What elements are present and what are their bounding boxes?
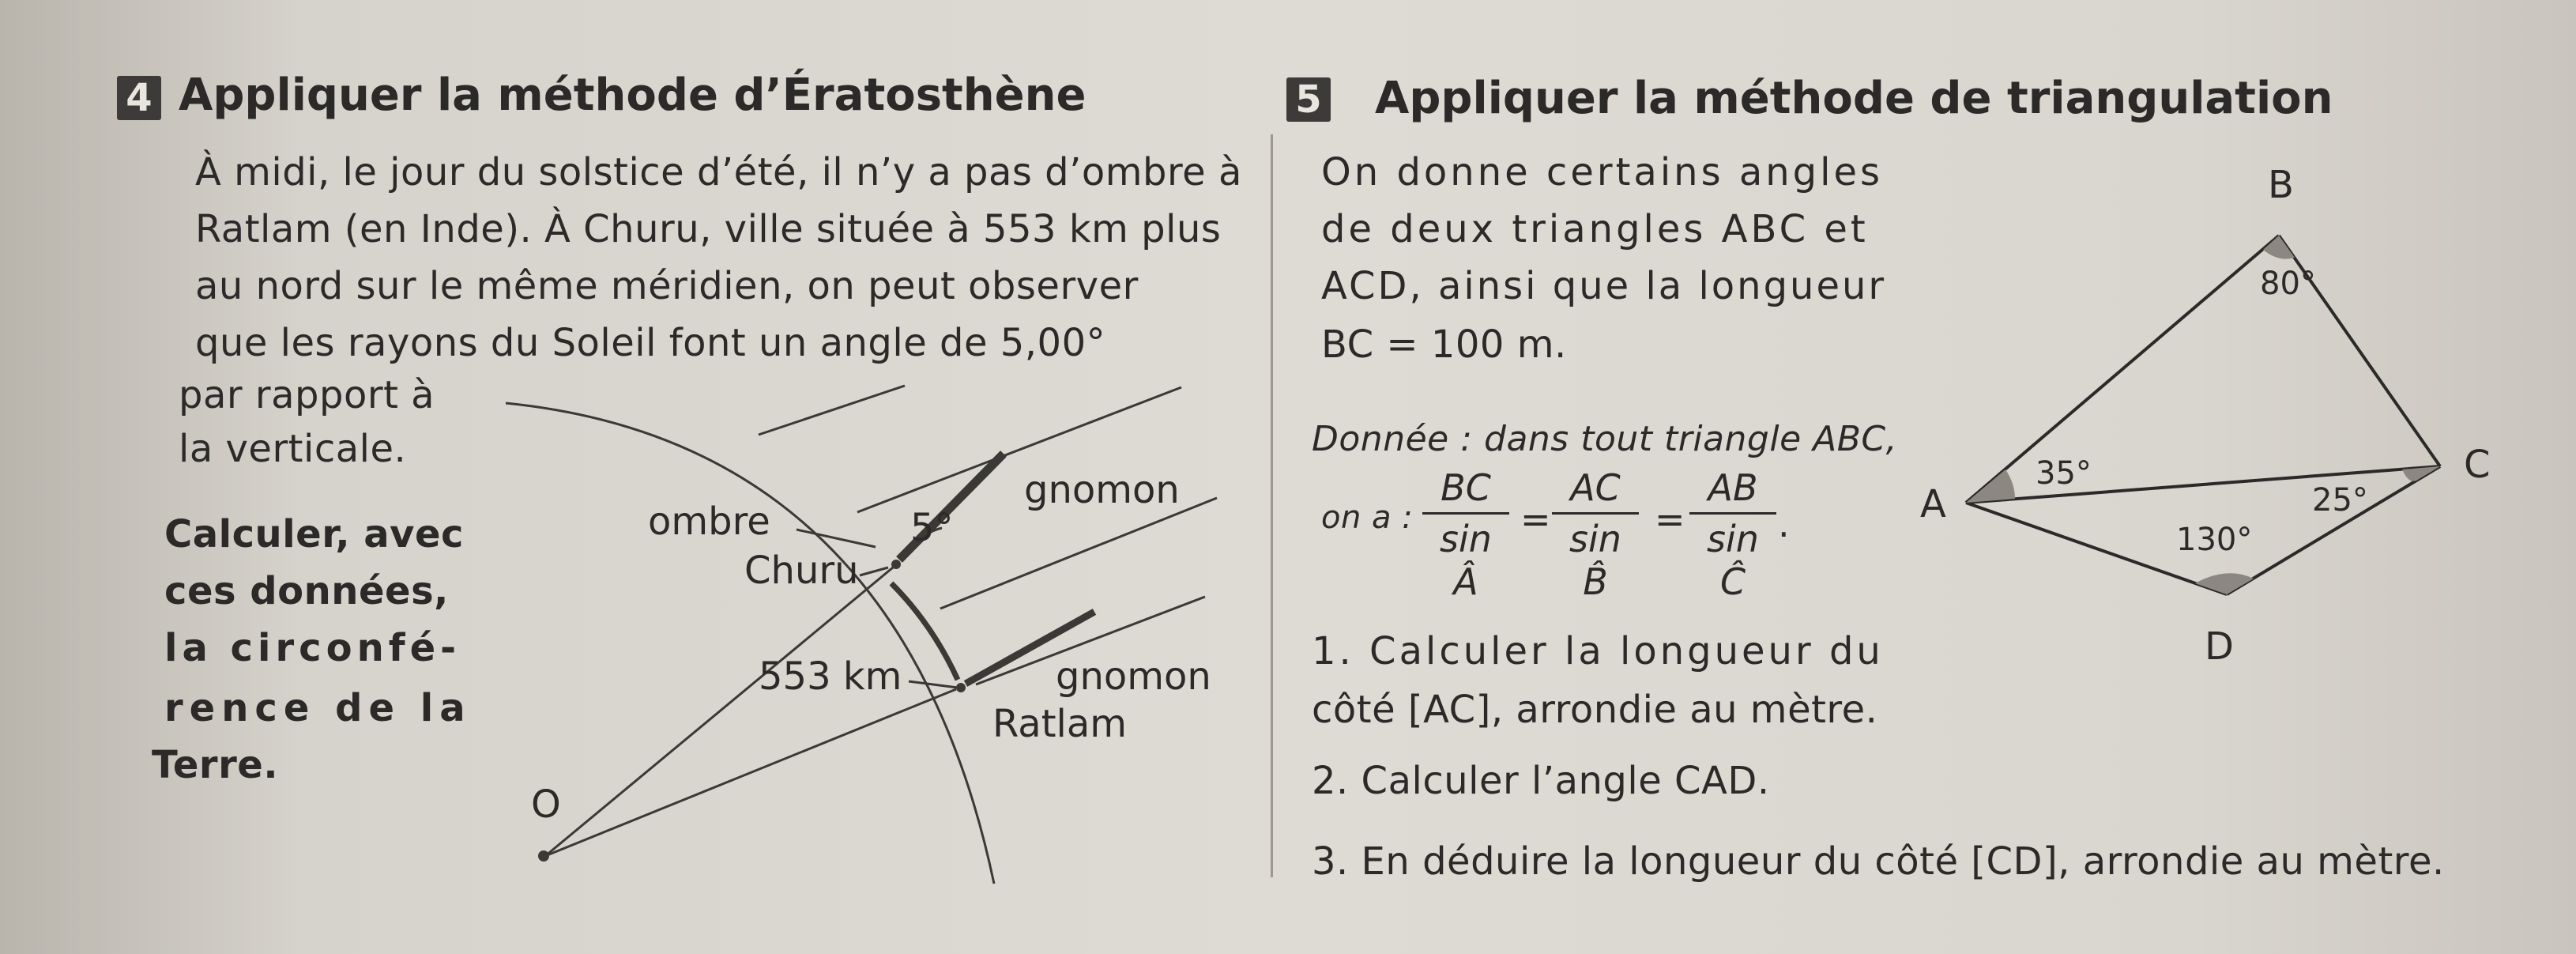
fraction-1-numerator: BC (1441, 466, 1491, 509)
fraction-3-denominator: sin Ĉ (1707, 518, 1759, 603)
exercise-5-title: Appliquer la méthode de triangulation (1375, 73, 2333, 124)
vertex-a-label: A (1920, 482, 1946, 526)
ex4-text-line-5: par rapport à (179, 373, 435, 417)
label-center-o: O (531, 782, 561, 827)
segment-ab (1966, 236, 2279, 503)
ex4-text-line-6: la verticale. (179, 427, 407, 471)
ex4-text-line-1: À midi, le jour du solstice d’été, il n’y a pas d’ombre à (195, 150, 1242, 194)
angle-b-marker (2263, 236, 2295, 259)
formula-end-period: . (1778, 503, 1790, 545)
angle-a-marker (1966, 469, 2015, 503)
ex5-q1-line-2: côté [AC], arrondie au mètre. (1312, 688, 1878, 732)
fraction-3-numerator: AB (1708, 466, 1758, 509)
exercise-5-badge: 5 (1286, 77, 1331, 122)
ex5-donnee: Donnée : dans tout triangle ABC, (1312, 419, 1898, 459)
exercise-4-title: Appliquer la méthode d’Ératosthène (179, 70, 1087, 121)
ex5-intro-line-2: de deux triangles ABC et (1321, 207, 1869, 251)
ex5-intro-line-3: ACD, ainsi que la longueur (1321, 264, 1887, 308)
ex5-q2: 2. Calculer l’angle CAD. (1312, 759, 1770, 803)
angle-c-label: 25° (2312, 482, 2368, 518)
ex4-question-line-5: Terre. (152, 743, 279, 787)
ex4-question-line-2: ces données, (164, 569, 449, 613)
label-ratlam: Ratlam (992, 702, 1128, 746)
ex5-q1-line-1: 1. Calculer la longueur du (1312, 629, 1884, 673)
label-gnomon-top: gnomon (1024, 468, 1180, 512)
label-churu: Churu (744, 549, 859, 593)
label-ombre: ombre (648, 500, 770, 544)
angle-a-label: 35° (2036, 455, 2092, 492)
label-angle-5: 5° (910, 506, 954, 550)
equals-sign-1: = (1520, 498, 1551, 541)
vertex-c-label: C (2464, 443, 2491, 487)
fraction-1-denominator: sin Â (1440, 518, 1492, 603)
vertex-b-label: B (2268, 163, 2294, 207)
label-553km: 553 km (759, 654, 902, 699)
ex4-question-line-3: la circonfé- (164, 626, 461, 670)
ex4-question-line-1: Calculer, avec (164, 512, 464, 556)
ex5-on-a: on a : (1321, 500, 1414, 536)
ex4-text-line-4: que les rayons du Soleil font un angle de 5,00° (195, 321, 1106, 365)
ex5-intro-line-1: On donne certains angles (1321, 150, 1884, 194)
ex4-text-line-2: Ratlam (en Inde). À Churu, ville située à 553 km plus (195, 207, 1222, 251)
ex4-question-line-4: rence de la (164, 686, 472, 730)
fraction-2-numerator: AC (1570, 466, 1621, 509)
equals-sign-2: = (1655, 498, 1685, 541)
ex5-q3: 3. En déduire la longueur du côté [CD], arrondie au mètre. (1312, 839, 2445, 884)
angle-d-label: 130° (2176, 522, 2253, 558)
exercise-4-badge: 4 (117, 76, 161, 120)
vertex-d-label: D (2205, 624, 2234, 669)
fraction-2-denominator: sin B̂ (1569, 518, 1621, 603)
ex5-intro-line-4: BC = 100 m. (1321, 322, 1567, 367)
angle-b-label: 80° (2260, 266, 2316, 302)
ex4-text-line-3: au nord sur le même méridien, on peut observer (195, 264, 1139, 308)
label-gnomon-bottom: gnomon (1056, 654, 1211, 699)
